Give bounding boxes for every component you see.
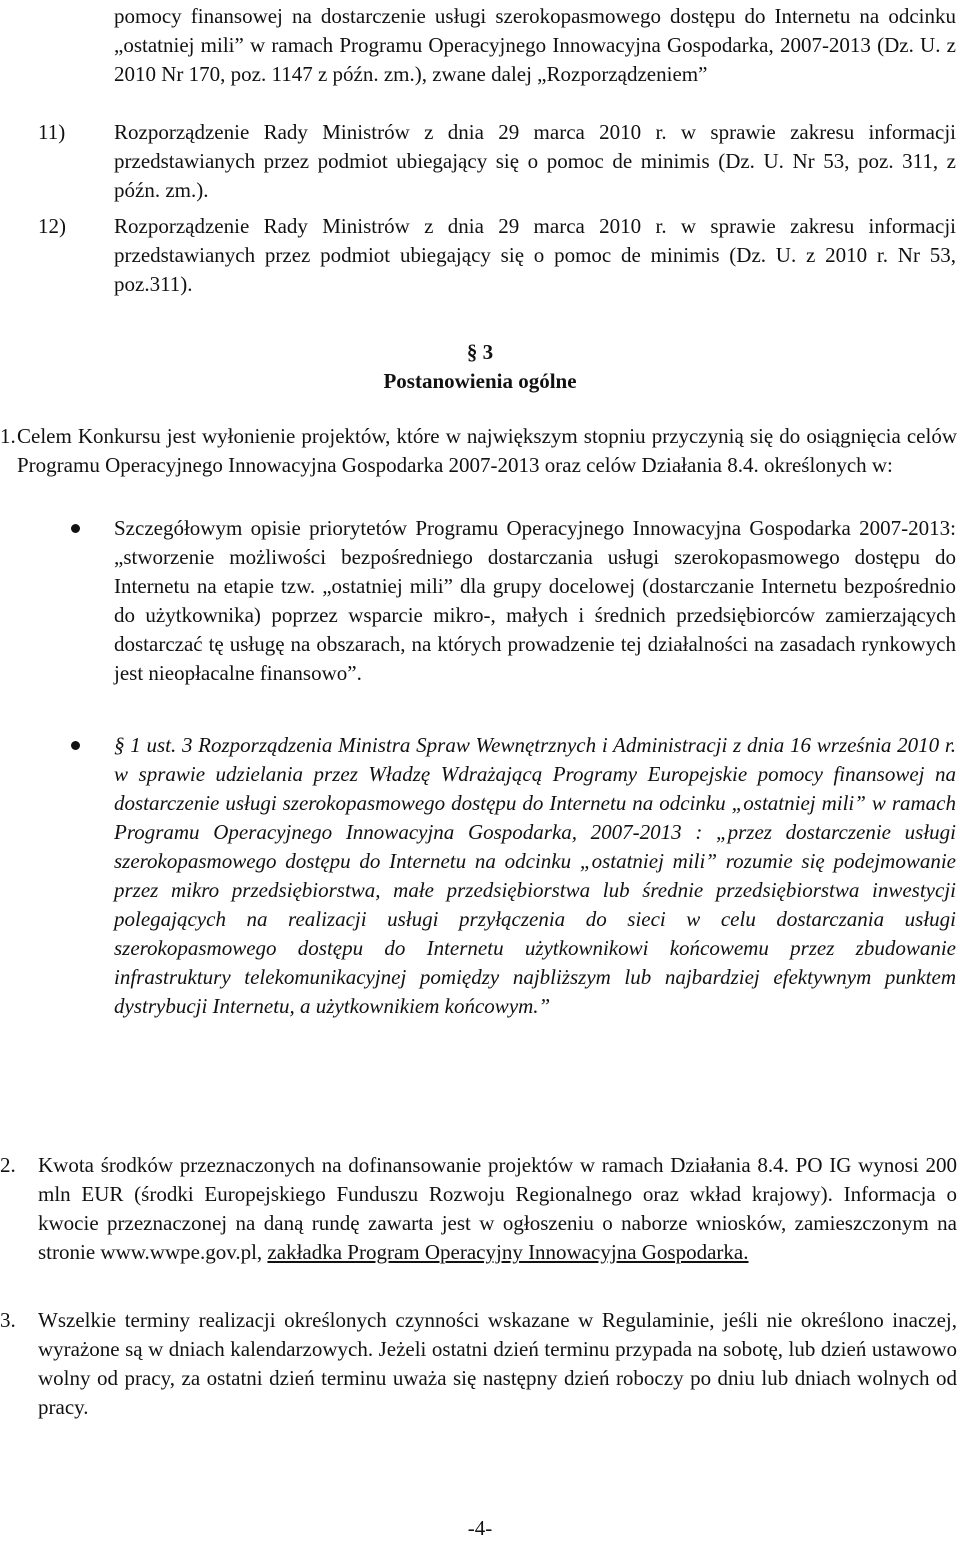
section-title: Postanowienia ogólne	[383, 369, 577, 393]
bullet-dot	[71, 524, 80, 533]
point-number: 2.	[0, 1153, 16, 1177]
point-2	[0, 1151, 957, 1267]
program-link[interactable]: zakładka Program Operacyjny Innowacyjna Gospodarka.	[267, 1240, 749, 1264]
section-mark: § 3	[466, 340, 494, 364]
bullet-text: Szczegółowym opisie priorytetów Programu Operacyjnego Innowacyjna Gospodarka 2007-2013: „stworzenie możliwości bezpośredniego dostarczania usługi szerokopasmowego dostępu do Internetu na etapie tzw. „ostatniej mili” dla grupy docelowej (dostarczanie Internetu bezpośrednio do użytkownika) poprzez wsparcie mikro-, małych i średnich przedsiębiorców zamierzających dostarczać tę usługę na obszarach, na których prowadzenie tej działalności na zasadach rynkowych jest nieopłacalne finansowo”.	[114, 516, 956, 685]
legal-item-11	[38, 118, 956, 205]
bullet-dot	[71, 741, 80, 750]
point-text: Celem Konkursu jest wyłonienie projektów, które w największym stopniu przyczynią się do osiągnięcia celów Programu Operacyjnego Innowacyjna Gospodarka 2007-2013 oraz celów Działania 8.4. określonych w:	[17, 424, 957, 477]
continuation-paragraph: pomocy finansowej na dostarczenie usługi szerokopasmowego dostępu do Internetu na odcinku „ostatniej mili” w ramach Programu Operacyjnego Innowacyjna Gospodarka, 2007-2013 (Dz. U. z 2010 Nr 170, poz. 1147 z późn. zm.), zwane dalej „Rozporządzeniem”	[114, 4, 956, 86]
point-text	[38, 1151, 957, 1267]
point-2-body: Kwota środków przeznaczonych na dofinansowanie projektów w ramach Działania 8.4. PO IG wynosi 200 mln EUR (środki Europejskiego Funduszu Rozwoju Regionalnego oraz wkład krajowy). Informacja o kwocie przeznaczonej na daną rundę zawarta jest w ogłoszeniu o naborze wniosków, zamieszczonym na stronie www.wwpe.gov.pl,	[38, 1153, 957, 1264]
page-number: -4-	[467, 1516, 493, 1540]
legal-item-number: 11)	[38, 120, 66, 144]
legal-item-text: Rozporządzenie Rady Ministrów z dnia 29 marca 2010 r. w sprawie zakresu informacji przedstawianych przez podmiot ubiegający się o pomoc de minimis (Dz. U. Nr 53, poz. 311, z późn. zm.).	[114, 120, 956, 202]
point-number: 3.	[0, 1308, 16, 1332]
point-text: Wszelkie terminy realizacji określonych czynności wskazane w Regulaminie, jeśli nie określono inaczej, wyrażone są w dniach kalendarzowych. Jeżeli ostatni dzień terminu przypada na sobotę, lub dzień ustawowo wolny od pracy, za ostatni dzień terminu uważa się następny dzień roboczy po dniu lub dniach wolnych od pracy.	[38, 1308, 957, 1419]
point-number: 1.	[0, 424, 16, 448]
bullet-item-2	[114, 731, 956, 1021]
bullet-item-1	[114, 514, 956, 688]
point-3	[0, 1306, 957, 1422]
bullet-text: § 1 ust. 3 Rozporządzenia Ministra Spraw Wewnętrznych i Administracji z dnia 16 września 2010 r. w sprawie udzielania przez Władzę Wdrażającą Programy Europejskie pomocy finansowej na dostarczenie usługi szerokopasmowego dostępu do Internetu na odcinku „ostatniej mili” w ramach Programu Operacyjnego Innowacyjna Gospodarka, 2007-2013 : „przez dostarczenie usługi szerokopasmowego dostępu do Internetu na odcinku „ostatniej mili” rozumie się podejmowanie przez mikro przedsiębiorstwa, małe przedsiębiorstwa lub średnie przedsiębiorstwa inwestycji polegających na realizacji usługi przyłączenia do sieci w celu dostarczania usługi szerokopasmowego dostępu do Internetu użytkownikowi końcowemu przez zbudowanie infrastruktury telekomunikacyjnej pomiędzy najbliższym lub najbardziej efektywnym punktem dystrybucji Internetu, a użytkownikiem końcowym.”	[114, 733, 956, 1018]
legal-item-number: 12)	[38, 214, 66, 238]
point-1	[0, 422, 957, 480]
legal-item-text: Rozporządzenie Rady Ministrów z dnia 29 marca 2010 r. w sprawie zakresu informacji przedstawianych przez podmiot ubiegający się o pomoc de minimis (Dz. U. z 2010 r. Nr 53, poz.311).	[114, 214, 956, 296]
legal-item-12	[38, 212, 956, 299]
